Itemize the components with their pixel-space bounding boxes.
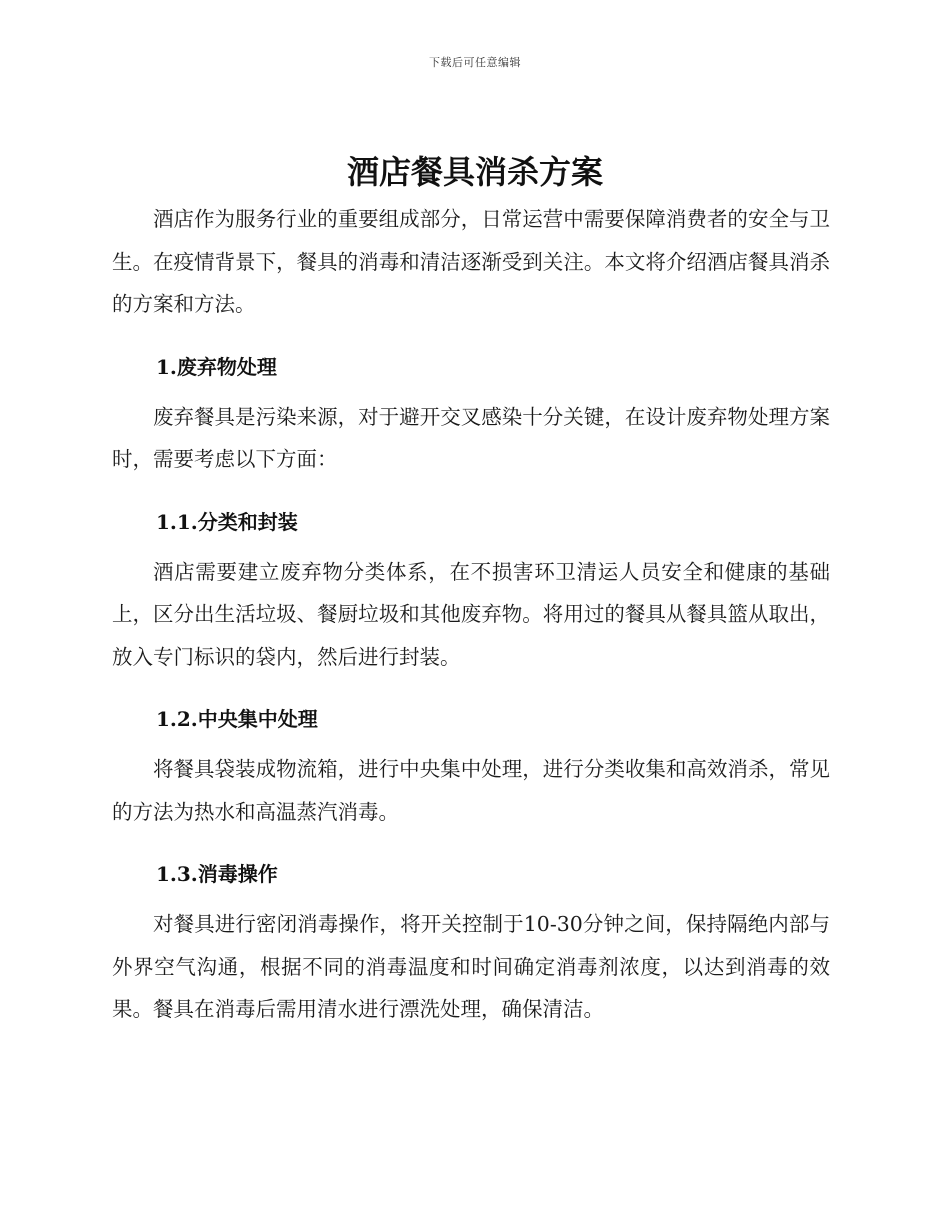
document-body <box>112 198 830 1031</box>
section-paragraph-waste: 废弃餐具是污染来源，对于避开交叉感染十分关键，在设计废弃物处理方案时，需要考虑以下方面： <box>112 404 830 471</box>
section-heading-central: 1.2.中央集中处理 <box>156 707 318 731</box>
document-title: 酒店餐具消杀方案 <box>346 153 603 191</box>
section-heading-sorting: 1.1.分类和封装 <box>156 509 298 534</box>
section-heading-waste: 1.废弃物处理 <box>156 354 277 379</box>
section-paragraph-central: 将餐具袋装成物流箱，进行中央集中处理，进行分类收集和高效消杀，常见的方法为热水和高温蒸汽消毒。 <box>112 757 830 824</box>
page-header: 下载后可任意编辑 <box>429 56 521 69</box>
intro-paragraph: 酒店作为服务行业的重要组成部分，日常运营中需要保障消费者的安全与卫生。在疫情背景下，餐具的消毒和清洁逐渐受到关注。本文将介绍酒店餐具消杀的方案和方法。 <box>112 207 830 316</box>
section-paragraph-sorting: 酒店需要建立废弃物分类体系，在不损害环卫清运人员安全和健康的基础上，区分出生活垃圾、餐厨垃圾和其他废弃物。将用过的餐具从餐具篮从取出，放入专门标识的袋内，然后进行封装。 <box>112 559 830 669</box>
section-heading-disinfection: 1.3.消毒操作 <box>156 862 278 886</box>
section-paragraph-disinfection: 对餐具进行密闭消毒操作，将开关控制于10-30分钟之间，保持隔绝内部与外界空气沟通，根据不同的消毒温度和时间确定消毒剂浓度，以达到消毒的效果。餐具在消毒后需用清水进行漂洗处理，确保清洁。 <box>112 912 830 1021</box>
